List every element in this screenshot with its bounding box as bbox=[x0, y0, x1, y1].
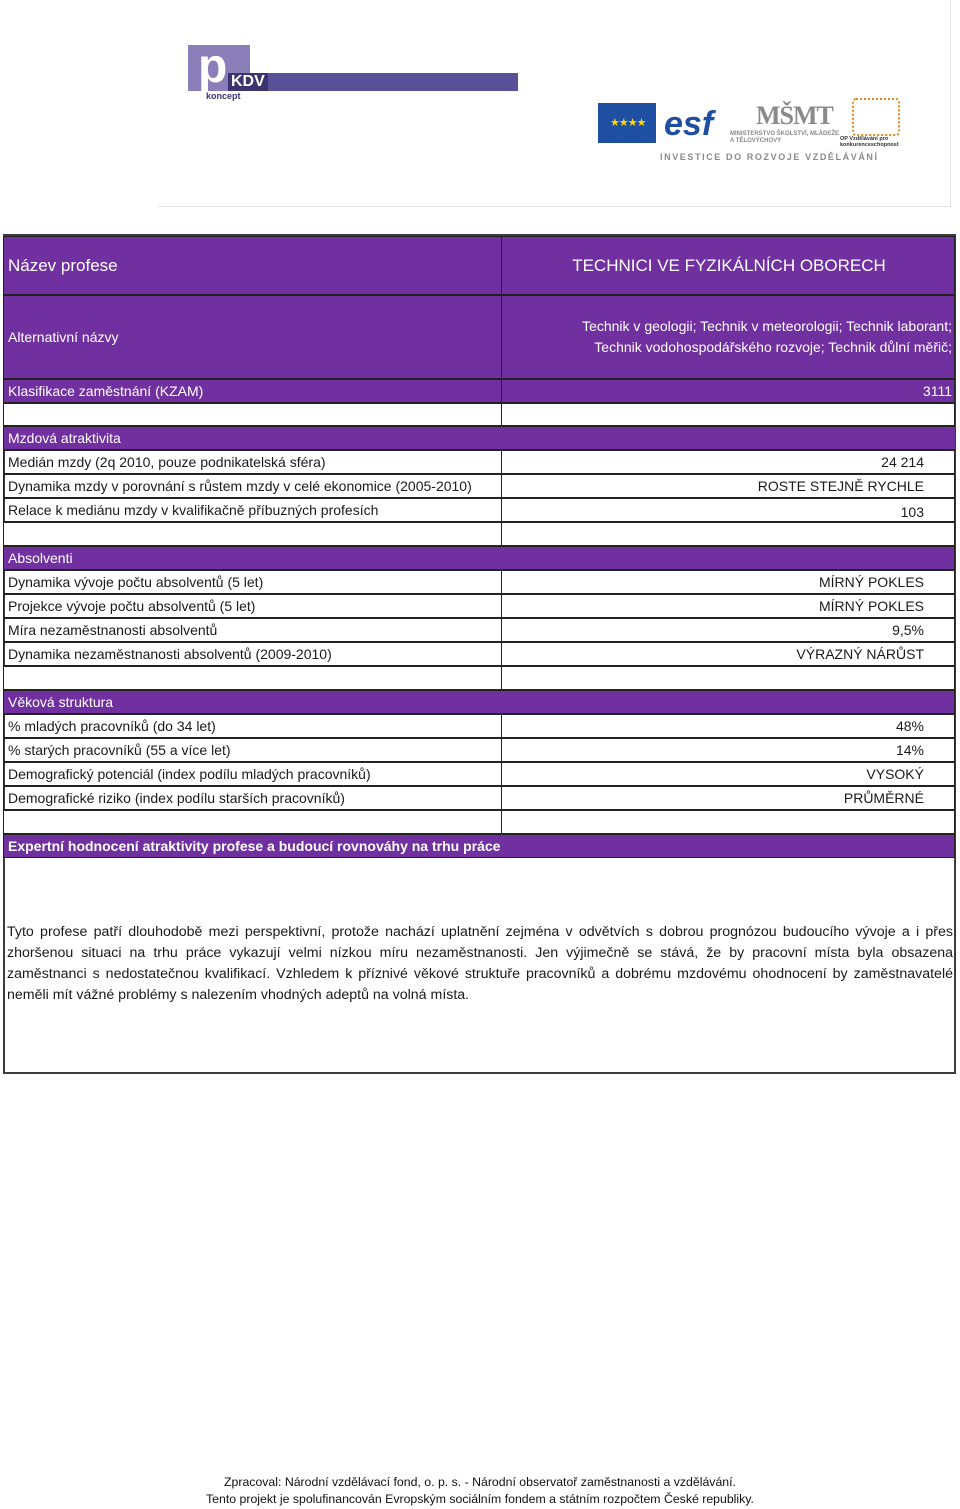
age-row-value: VYSOKÝ bbox=[866, 766, 924, 782]
kzam-label: Klasifikace zaměstnání (KZAM) bbox=[4, 380, 502, 402]
alternative-names-line-1: Technik v geologii; Technik v meteorologii; Technik laborant; bbox=[582, 318, 952, 334]
expert-assessment-text: Tyto profese patří dlouhodobě mezi perspektivní, protože nachází uplatnění zejména v odvětvích s dobrou prognózou budoucího vývoje a i přes zhoršenou situaci na trhu práce vykazují velmi nízkou míru nezaměstnanosti. Jen výjimečně se stává, že by pracovní místa byla obsazena zaměstnanci s nedostatečnou kvalifikací. Vzhledem k příznivé věkové struktuře pracovníků a dobrému mzdovému ohodnocení by zaměstnavatelé neměli mít vážné problémy s nalezením vhodných adeptů na volná místa. bbox=[7, 924, 953, 1003]
wage-section-title: Mzdová atraktivita bbox=[8, 430, 121, 446]
op-label: OP Vzdělávání pro konkurenceschopnost bbox=[840, 136, 899, 148]
age-row-value: 48% bbox=[895, 718, 924, 734]
wage-row bbox=[3, 450, 955, 474]
graduates-row-label: Dynamika vývoje počtu absolventů (5 let) bbox=[4, 571, 502, 593]
profession-name-label: Název profese bbox=[4, 237, 502, 294]
graduates-row bbox=[3, 570, 955, 594]
kdv-square-mark: p bbox=[188, 45, 250, 91]
kdv-logo-text: KDV bbox=[228, 73, 268, 91]
footer-line-2: Tento projekt je spolufinancován Evropským sociálním fondem a státním rozpočtem České republiky. bbox=[206, 1492, 754, 1506]
investice-text: INVESTICE DO ROZVOJE VZDĚLÁVÁNÍ bbox=[660, 152, 879, 162]
age-row bbox=[3, 762, 955, 786]
kzam-row bbox=[3, 379, 955, 403]
kdv-tagline-bar bbox=[250, 73, 518, 91]
expert-section-header bbox=[3, 834, 955, 858]
wage-row-value: ROSTE STEJNĚ RYCHLE bbox=[757, 478, 924, 494]
graduates-row-value: MÍRNÝ POKLES bbox=[818, 574, 924, 590]
age-section-title: Věková struktura bbox=[8, 694, 114, 710]
eu-flag-icon: ★★★★ bbox=[598, 103, 656, 143]
graduates-row-value: MÍRNÝ POKLES bbox=[818, 598, 924, 614]
spacer-row bbox=[3, 403, 955, 426]
alternative-names-row bbox=[3, 295, 955, 379]
graduates-row-label: Míra nezaměstnanosti absolventů bbox=[4, 619, 502, 641]
kdv-logo-block bbox=[188, 40, 518, 105]
esf-logo: esf bbox=[664, 105, 714, 143]
alternative-names-label: Alternativní názvy bbox=[4, 296, 502, 378]
age-row-value: 14% bbox=[895, 742, 924, 758]
wage-row-value: 103 bbox=[900, 504, 924, 520]
age-row-label: Demografické riziko (index podílu starších pracovníků) bbox=[4, 787, 502, 809]
wage-row-label: Relace k mediánu mzdy v kvalifikačně příbuzných profesích bbox=[4, 499, 502, 521]
kdv-tagline: Koncepce dalšího vzdělávání bbox=[86, 29, 294, 43]
graduates-row bbox=[3, 642, 955, 666]
age-row-label: Demografický potenciál (index podílu mladých pracovníků) bbox=[4, 763, 502, 785]
eu-label: EVROPSKÁ UNIE bbox=[598, 139, 648, 145]
kzam-value: 3111 bbox=[922, 383, 952, 399]
graduates-row-value: VÝRAZNÝ NÁRŮST bbox=[796, 646, 924, 662]
spacer-row bbox=[3, 810, 955, 834]
spacer-row bbox=[3, 666, 955, 690]
graduates-row-label: Projekce vývoje počtu absolventů (5 let) bbox=[4, 595, 502, 617]
wage-row-label: Dynamika mzdy v porovnání s růstem mzdy v celé ekonomice (2005-2010) bbox=[4, 475, 502, 497]
expert-section-title: Expertní hodnocení atraktivity profese a budoucí rovnováhy na trhu práce bbox=[8, 838, 501, 854]
kdv-sub-text: koncept bbox=[206, 91, 241, 101]
profession-name-value: TECHNICI VE FYZIKÁLNÍCH OBORECH bbox=[572, 255, 886, 275]
alternative-names-line-2: Technik vodohospodářského rozvoje; Technik důlní měřič; bbox=[594, 339, 952, 355]
graduates-section-title: Absolventi bbox=[8, 550, 73, 566]
wage-row-label: Medián mzdy (2q 2010, pouze podnikatelská sféra) bbox=[4, 451, 502, 473]
age-row bbox=[3, 738, 955, 762]
spacer-row bbox=[3, 522, 955, 546]
msmt-label: MINISTERSTVO ŠKOLSTVÍ, MLÁDEŽE A TĚLOVÝCHOVY bbox=[730, 131, 840, 144]
wage-section-header bbox=[3, 426, 955, 450]
graduates-section-header bbox=[3, 546, 955, 570]
profession-name-row bbox=[3, 236, 955, 295]
wage-row bbox=[3, 474, 955, 498]
graduates-row bbox=[3, 618, 955, 642]
age-row-value: PRŮMĚRNÉ bbox=[843, 790, 924, 806]
graduates-row-label: Dynamika nezaměstnanosti absolventů (2009-2010) bbox=[4, 643, 502, 665]
graduates-row-value: 9,5% bbox=[892, 622, 924, 638]
age-row-label: % starých pracovníků (55 a více let) bbox=[4, 739, 502, 761]
age-section-header bbox=[3, 690, 955, 714]
alternative-names-value bbox=[502, 296, 956, 378]
graduates-row bbox=[3, 594, 955, 618]
age-row bbox=[3, 714, 955, 738]
op-logo-icon bbox=[852, 98, 900, 136]
wage-row-value: 24 214 bbox=[881, 454, 924, 470]
wage-row bbox=[3, 498, 955, 522]
footer-line-1: Zpracoval: Národní vzdělávací fond, o. p. s. - Národní observatoř zaměstnanosti a vzdělávání. bbox=[224, 1475, 736, 1489]
msmt-logo: MŠMT bbox=[756, 101, 833, 130]
age-row-label: % mladých pracovníků (do 34 let) bbox=[4, 715, 502, 737]
age-row bbox=[3, 786, 955, 810]
